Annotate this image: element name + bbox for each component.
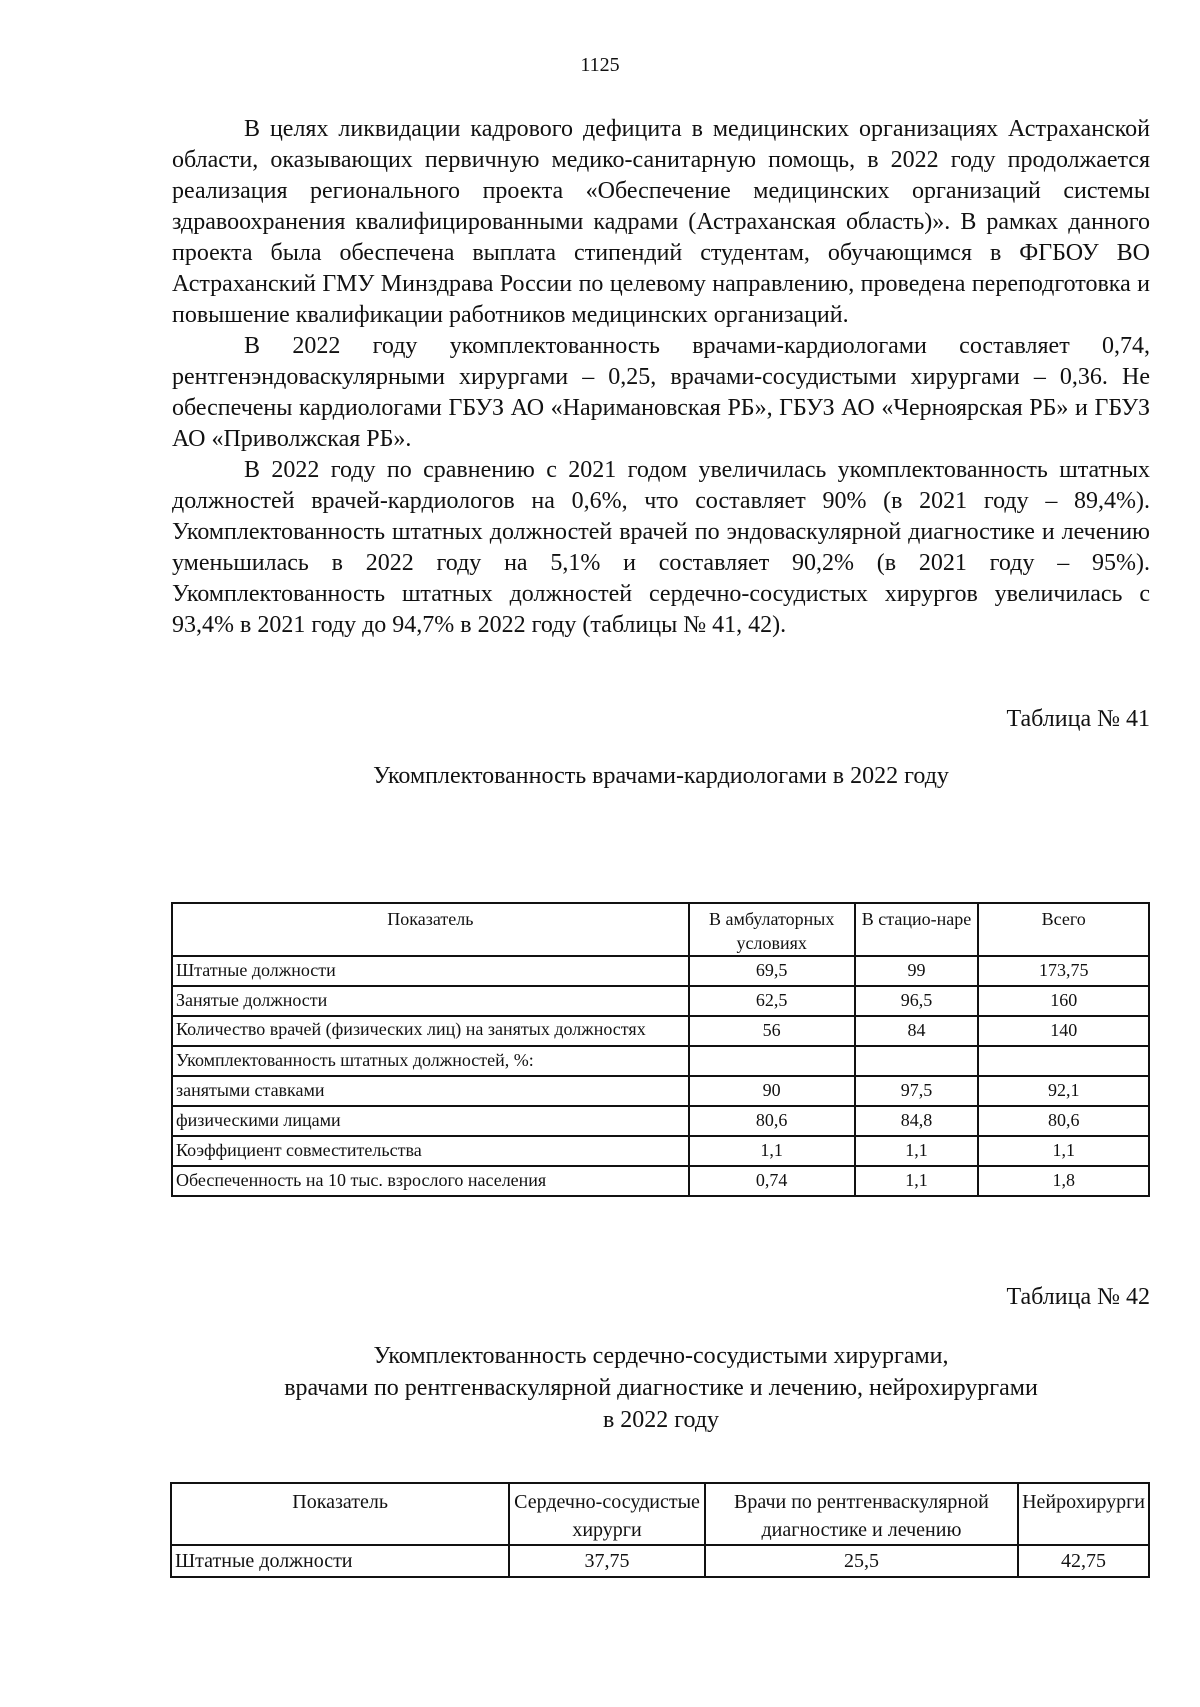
cell-value: 1,1: [689, 1136, 855, 1166]
cell-value: 140: [978, 1016, 1149, 1046]
cell-value: 92,1: [978, 1076, 1149, 1106]
table-42-header-indicator: Показатель: [171, 1483, 509, 1545]
row-label: занятыми ставками: [172, 1076, 689, 1106]
row-label: Обеспеченность на 10 тыс. взрослого населения: [172, 1166, 689, 1196]
cell-value: 62,5: [689, 986, 855, 1016]
cell-value: 97,5: [855, 1076, 979, 1106]
table-42: [170, 1482, 1150, 1578]
table-42-header-cardiovascular-surgeons: Сердечно-сосудистые хирурги: [509, 1483, 705, 1545]
cell-value: 56: [689, 1016, 855, 1046]
table-row: [172, 1166, 1149, 1196]
table-42-header-xray-vascular-doctors: Врачи по рентгенваскулярной диагностике и лечению: [705, 1483, 1018, 1545]
table-row: [172, 1076, 1149, 1106]
cell-value: 96,5: [855, 986, 979, 1016]
cell-value: 25,5: [705, 1545, 1018, 1577]
cell-value: [689, 1046, 855, 1076]
table-41-label: Таблица № 41: [1006, 706, 1150, 732]
table-41: [171, 902, 1150, 1197]
cell-value: 42,75: [1018, 1545, 1149, 1577]
cell-value: 173,75: [978, 956, 1149, 986]
row-label: физическими лицами: [172, 1106, 689, 1136]
table-41-header-indicator: Показатель: [172, 903, 689, 956]
table-row: [172, 1016, 1149, 1046]
table-42-title-line: Укомплектованность сердечно-сосудистыми хирургами,: [373, 1343, 949, 1369]
cell-value: [978, 1046, 1149, 1076]
table-42-title-line: врачами по рентгенваскулярной диагностике и лечению, нейрохирургами: [284, 1375, 1038, 1401]
row-label: Коэффициент совместительства: [172, 1136, 689, 1166]
paragraph-3: В 2022 году по сравнению с 2021 годом увеличилась укомплектованность штатных должностей врачей-кардиологов на 0,6%, что составляет 90% (в 2021 году – 89,4%). Укомплектованность штатных должностей врачей по эндоваскулярной диагностике и лечению уменьшилась в 2022 году на 5,1% и составляет 90,2% (в 2021 году – 95%). Укомплектованность штатных должностей сердечно-сосудистых хирургов увеличилась с 93,4% в 2021 году до 94,7% в 2022 году (таблицы № 41, 42).: [172, 457, 1150, 638]
cell-value: [855, 1046, 979, 1076]
page-number: 1125: [580, 54, 620, 76]
table-41-header-inpatient: В стацио-наре: [855, 903, 979, 956]
row-label: Укомплектованность штатных должностей, %:: [172, 1046, 689, 1076]
paragraph-2: В 2022 году укомплектованность врачами-кардиологами составляет 0,74, рентгенэндоваскулярными хирургами – 0,25, врачами-сосудистыми хирургами – 0,36. Не обеспечены кардиологами ГБУЗ АО «Наримановская РБ», ГБУЗ АО «Черноярская РБ» и ГБУЗ АО «Приволжская РБ».: [172, 333, 1150, 452]
paragraph-1: В целях ликвидации кадрового дефицита в медицинских организациях Астраханской области, оказывающих первичную медико-санитарную помощь, в 2022 году продолжается реализация регионального проекта «Обеспечение медицинских организаций системы здравоохранения квалифицированными кадрами (Астраханская область)». В рамках данного проекта была обеспечена выплата стипендий студентам, обучающимся в ФГБОУ ВО Астраханский ГМУ Минздрава России по целевому направлению, проведена переподготовка и повышение квалификации работников медицинских организаций.: [172, 116, 1150, 328]
cell-value: 84,8: [855, 1106, 979, 1136]
cell-value: 1,1: [855, 1136, 979, 1166]
table-42-title-line: в 2022 году: [602, 1407, 720, 1433]
table-41-header-total: Всего: [978, 903, 1149, 956]
table-row: [172, 1106, 1149, 1136]
cell-value: 99: [855, 956, 979, 986]
cell-value: 37,75: [509, 1545, 705, 1577]
table-41-title: Укомплектованность врачами-кардиологами в 2022 году: [373, 763, 949, 789]
table-row: [171, 1545, 1149, 1577]
row-label: Количество врачей (физических лиц) на занятых должностях: [172, 1016, 689, 1046]
table-row: [172, 1136, 1149, 1166]
cell-value: 69,5: [689, 956, 855, 986]
cell-value: 0,74: [689, 1166, 855, 1196]
row-label: Занятые должности: [172, 986, 689, 1016]
table-42-header-row: [171, 1483, 1149, 1545]
table-41-header-outpatient: В амбулаторных условиях: [689, 903, 855, 956]
table-row: [172, 986, 1149, 1016]
table-42-header-neurosurgeons: Нейрохирурги: [1018, 1483, 1149, 1545]
cell-value: 90: [689, 1076, 855, 1106]
cell-value: 1,1: [855, 1166, 979, 1196]
row-label: Штатные должности: [171, 1545, 509, 1577]
table-42-label: Таблица № 42: [1006, 1284, 1150, 1310]
cell-value: 1,1: [978, 1136, 1149, 1166]
row-label: Штатные должности: [172, 956, 689, 986]
table-row: [172, 1046, 1149, 1076]
cell-value: 80,6: [978, 1106, 1149, 1136]
table-row: [172, 956, 1149, 986]
cell-value: 84: [855, 1016, 979, 1046]
cell-value: 160: [978, 986, 1149, 1016]
cell-value: 80,6: [689, 1106, 855, 1136]
cell-value: 1,8: [978, 1166, 1149, 1196]
table-41-header-row: [172, 903, 1149, 956]
table-42-title: [172, 1340, 1150, 1436]
body-text: [172, 114, 1150, 641]
